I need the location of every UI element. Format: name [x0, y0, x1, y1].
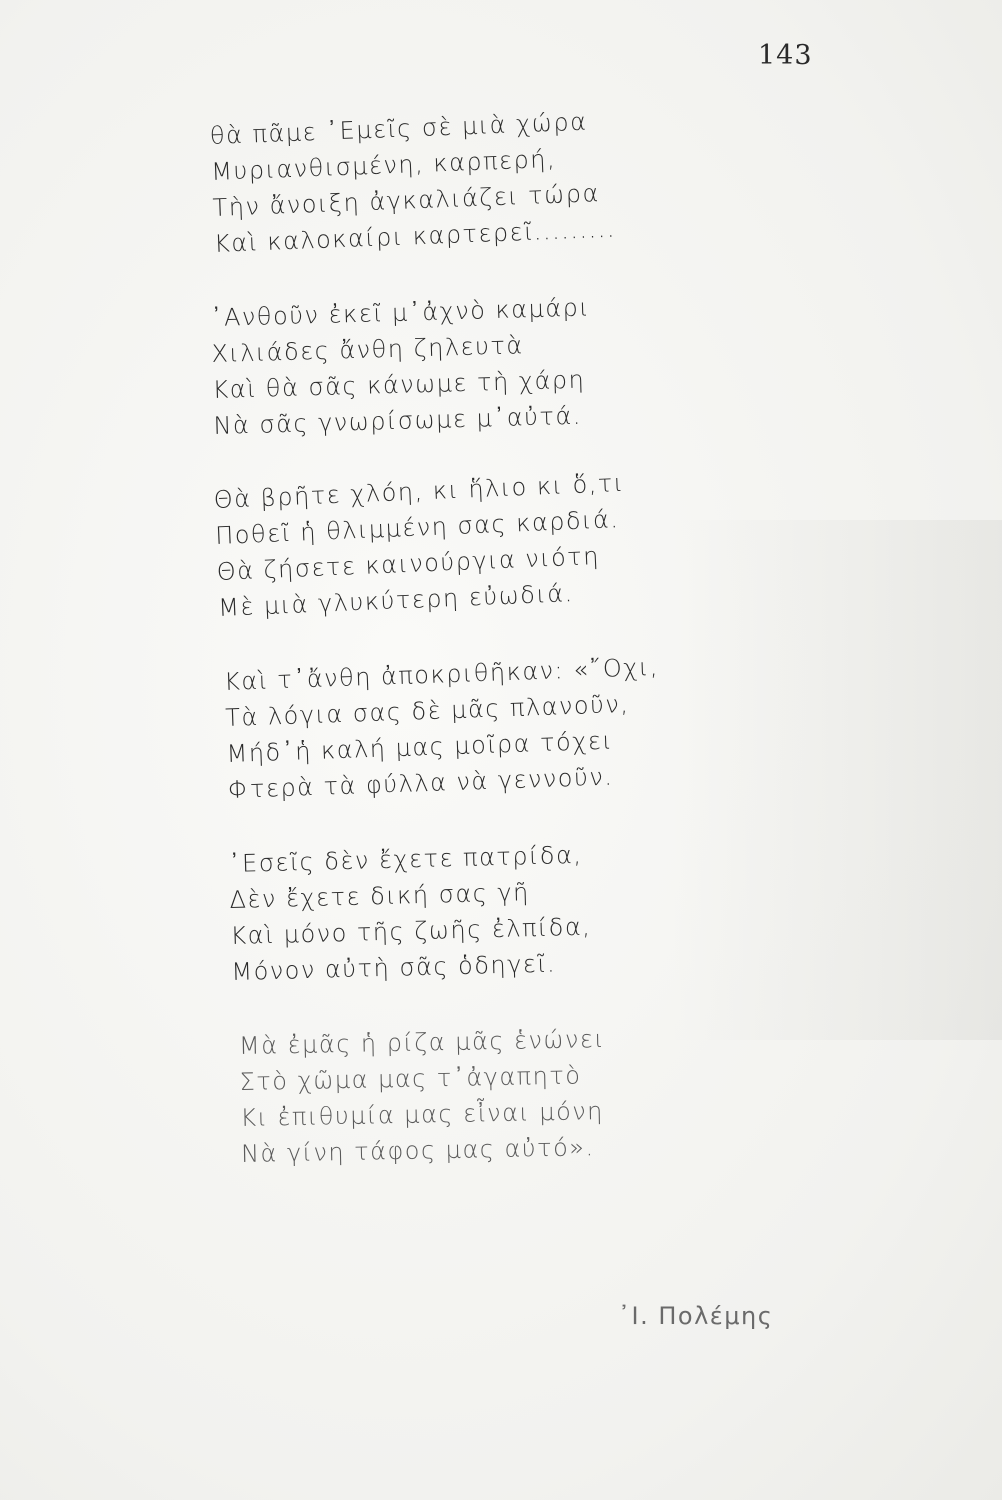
poem-line: Ποθεῖ ἡ θλιμμένη σας καρδιά.: [214, 505, 620, 551]
poem-line: Καὶ καλοκαίρι καρτερεῖ.........: [213, 214, 617, 258]
poem-line: Καὶ τ᾿ἄνθη ἀποκριθῆκαν: «῎Οχι,: [223, 652, 660, 697]
poem-line: Θὰ ζήσετε καινούργια νιότη: [216, 541, 601, 586]
stanza-5: [228, 832, 774, 990]
poem-line: Φτερὰ τὰ φύλλα νὰ γεννοῦν.: [227, 762, 614, 804]
poem-line: Μόνον αὐτὴ σᾶς ὁδηγεῖ.: [231, 949, 557, 986]
poem-line: Μὲ μιὰ γλυκύτερη εὐωδιά.: [217, 579, 575, 622]
poem: [209, 107, 772, 1210]
poem-line: θὰ πᾶμε ᾿Εμεῖς σὲ μιὰ χώρα: [209, 107, 588, 151]
poem-line: Καὶ θὰ σᾶς κάνωμε τὴ χάρη: [212, 365, 586, 404]
poem-author: ᾿Ι. Πολέμης: [618, 1302, 774, 1330]
stanza-3: [213, 459, 775, 626]
poem-line: Μὰ ἐμᾶς ἡ ρίζα μᾶς ἑνώνει: [238, 1024, 606, 1061]
poem-line: Καὶ μόνο τῆς ζωῆς ἐλπίδα,: [230, 912, 592, 950]
poem-line: Στὸ χῶμα μας τ᾿ἀγαπητὸ: [239, 1061, 582, 1097]
stanza-4: [223, 645, 774, 808]
poem-line: Θὰ βρῆτε χλόη, κι ἥλιο κι ὅ,τι: [213, 468, 626, 515]
page-number: 143: [758, 40, 813, 71]
poem-line: Δὲν ἔχετε δική σας γῆ: [229, 878, 531, 915]
poem-line: Μήδ᾿ἡ καλή μας μοῖρα τόχει: [226, 726, 614, 768]
poem-line: Κι ἐπιθυμία μας εἶναι μόνη: [240, 1097, 605, 1132]
poem-line: Νὰ σᾶς γνωρίσωμε μ᾿αὐτά.: [213, 401, 583, 440]
poem-line: Χιλιάδες ἄνθη ζηλευτὰ: [211, 331, 525, 369]
stanza-6: [239, 1018, 774, 1172]
poem-line: Μυριανθισμένη, καρπερή,: [210, 144, 557, 187]
poem-line: Τὴν ἄνοιξη ἀγκαλιάζει τώρα: [212, 179, 601, 222]
poem-line: ᾿Ανθοῦν ἐκεῖ μ᾿ἀχνὸ καμάρι: [210, 293, 591, 333]
poem-line: Νὰ γίνη τάφος μας αὐτό».: [240, 1133, 595, 1168]
poem-line: Τὰ λόγια σας δὲ μᾶς πλανοῦν,: [224, 689, 630, 733]
stanza-1: [209, 97, 774, 262]
stanza-2: [210, 284, 774, 444]
poem-line: ᾿Εσεῖς δὲν ἔχετε πατρίδα,: [228, 840, 583, 879]
